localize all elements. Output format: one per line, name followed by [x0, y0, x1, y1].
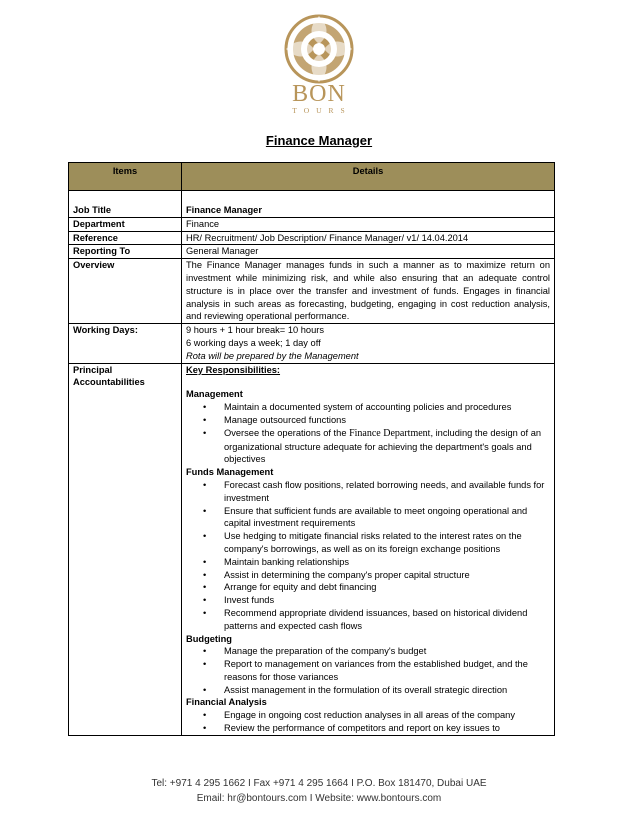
overview-label: Overview: [69, 259, 182, 324]
job-title-label: Job Title: [69, 191, 182, 218]
reference-value: HR/ Recruitment/ Job Description/ Finance Manager/ v1/ 14.04.2014: [182, 231, 555, 245]
header-details: Details: [182, 163, 555, 191]
working-hours-line: 9 hours + 1 hour break= 10 hours: [186, 325, 324, 336]
department-row: [69, 217, 555, 231]
management-heading: Management: [186, 389, 243, 400]
reference-row: [69, 231, 555, 245]
working-days-value: [182, 324, 555, 363]
job-title-row: [69, 191, 555, 218]
rota-line: Rota will be prepared by the Management: [186, 350, 359, 361]
company-logo: [268, 14, 370, 126]
principal-label-line2: Accountabilities: [73, 377, 145, 388]
list-item: [224, 427, 550, 466]
department-value: Finance: [182, 217, 555, 231]
list-item: • Review the performance of competitors and report on key issues to: [224, 722, 550, 735]
finance-department-text: Finance Department: [349, 427, 431, 439]
reporting-value: General Manager: [182, 245, 555, 259]
page-title: Finance Manager: [265, 133, 373, 148]
brand-name: BON: [292, 81, 346, 107]
principal-value: [182, 363, 555, 735]
table-header-row: [69, 163, 555, 191]
list-item-text: , including the design of an organizational structure adequate for achieving the department's goals and objectives: [224, 427, 542, 465]
department-label: Department: [69, 217, 182, 231]
analysis-list: [186, 709, 550, 735]
list-item: • Invest funds: [224, 594, 550, 607]
funds-list: [186, 479, 550, 633]
budgeting-list: [186, 645, 550, 696]
principal-row: [69, 363, 555, 735]
list-item: • Use hedging to mitigate financial risks related to the interest rates on the company's borrowings, as well as on its foreign exchange positions: [224, 530, 550, 556]
list-item-text: Oversee the operations of the: [224, 427, 350, 438]
overview-value: The Finance Manager manages funds in such a manner as to maximize return on investment while minimizing risk, and while also ensuring that an adequate control structure is in place over the transfer and investment of funds. Engages in financial analysis in such areas as forecasting, budgeting, engaging in cost reduction analysis, and reviewing operational performance.: [182, 259, 555, 324]
management-list: [186, 401, 550, 466]
reporting-label: Reporting To: [69, 245, 182, 259]
list-item: • Recommend appropriate dividend issuances, based on historical dividend patterns and expected cash flows: [224, 607, 550, 633]
working-days-line: 6 working days a week; 1 day off: [186, 337, 321, 348]
principal-label-line1: Principal: [73, 364, 113, 375]
footer-email-line: Email: hr@bontours.com I Website: www.bontours.com: [196, 793, 442, 804]
list-item: • Ensure that sufficient funds are available to meet ongoing operational and capital investment requirements: [224, 505, 550, 531]
job-title-value: Finance Manager: [182, 191, 555, 218]
list-item: • Forecast cash flow positions, related borrowing needs, and available funds for investment: [224, 479, 550, 505]
funds-heading: Funds Management: [186, 467, 274, 478]
job-description-table: [68, 162, 555, 736]
list-item: • Report to management on variances from the established budget, and the reasons for those variances: [224, 658, 550, 684]
working-days-label: Working Days:: [69, 324, 182, 363]
list-item: • Assist in determining the company's proper capital structure: [224, 569, 550, 582]
brand-subtitle: TOURS: [292, 106, 352, 115]
logo-emblem-icon: [284, 14, 354, 84]
header-items: Items: [69, 163, 182, 191]
list-item: • Assist management in the formulation of its overall strategic direction: [224, 684, 550, 697]
analysis-heading: Financial Analysis: [186, 697, 267, 708]
list-item: • Manage the preparation of the company's budget: [224, 645, 550, 658]
footer-contact-line: Tel: +971 4 295 1662 I Fax +971 4 295 1664 I P.O. Box 181470, Dubai UAE: [151, 778, 487, 789]
list-item: • Arrange for equity and debt financing: [224, 581, 550, 594]
budgeting-heading: Budgeting: [186, 633, 232, 644]
reference-label: Reference: [69, 231, 182, 245]
key-responsibilities-heading: Key Responsibilities:: [186, 364, 281, 375]
list-item: • Manage outsourced functions: [224, 414, 550, 427]
working-days-row: [69, 324, 555, 363]
list-item: • Engage in ongoing cost reduction analyses in all areas of the company: [224, 709, 550, 722]
list-item: • Maintain a documented system of accounting policies and procedures: [224, 401, 550, 414]
overview-row: [69, 259, 555, 324]
reporting-row: [69, 245, 555, 259]
principal-label: [69, 363, 182, 735]
list-item: • Maintain banking relationships: [224, 556, 550, 569]
